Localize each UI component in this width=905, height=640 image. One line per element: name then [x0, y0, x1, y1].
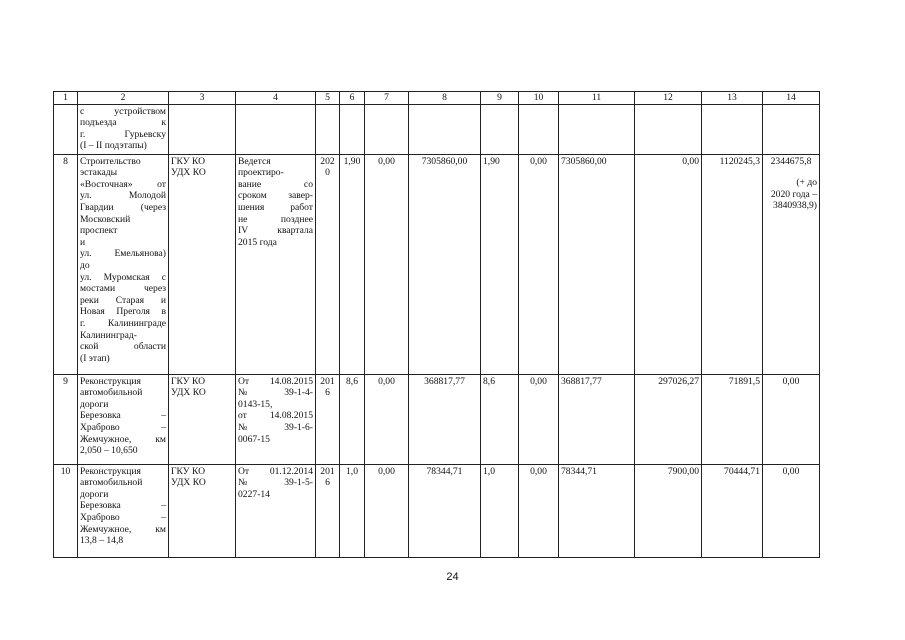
- customer-line: ГКУ КО: [171, 155, 206, 167]
- value-14-note-line: 3840938,9): [773, 200, 817, 212]
- header-cell: 11: [559, 92, 635, 105]
- object-name-line: (I – II подэтапы): [80, 140, 147, 152]
- object-name-line: Московский: [80, 213, 131, 225]
- customer-cell: [169, 104, 236, 154]
- data-table: [53, 91, 820, 558]
- value-13-cell: [702, 374, 763, 464]
- permit-info-cell: [236, 104, 316, 154]
- header-cell: 3: [169, 92, 236, 105]
- value-9-text: 1,0: [483, 465, 495, 477]
- length-km-cell: [340, 104, 365, 154]
- object-name-cell: [78, 374, 169, 464]
- length-km-cell: [340, 464, 365, 557]
- completion-year-cell: [316, 104, 340, 154]
- value-14-cell: [763, 104, 820, 154]
- customer-cell: [169, 374, 236, 464]
- object-name-line: автомобильной: [80, 477, 143, 489]
- object-name-line: реки Старая и: [80, 294, 166, 306]
- value-11-cell: [559, 154, 635, 374]
- header-cell: 1: [54, 92, 78, 105]
- object-name-line: (I этап): [80, 352, 110, 364]
- header-cell: 14: [763, 92, 820, 105]
- permit-info-line: вание со: [238, 178, 313, 190]
- value-7-cell: [365, 464, 409, 557]
- object-name-line: проспект: [80, 225, 118, 237]
- permit-info-line: IV квартала: [238, 225, 313, 237]
- permit-info-line: От 14.08.2015: [238, 375, 313, 387]
- header-cell: 2: [78, 92, 169, 105]
- value-14-text: 0,00: [782, 465, 800, 477]
- value-7-text: 0,00: [378, 375, 395, 387]
- length-km-text: 8,6: [346, 375, 358, 387]
- object-name-line: 13,8 – 14,8: [80, 535, 124, 547]
- column-number-header-row: [54, 92, 820, 105]
- object-name-line: подъезда к: [80, 117, 166, 129]
- completion-year-cell: [316, 374, 340, 464]
- value-14-note: [765, 177, 817, 212]
- value-10-cell: [519, 464, 559, 557]
- customer-line: УДХ КО: [171, 387, 206, 399]
- permit-info-line: шения работ: [238, 201, 313, 213]
- object-name-line: Жемчужное, км: [80, 523, 166, 535]
- permit-info-line: 0067-15: [238, 433, 270, 445]
- value-7-cell: [365, 374, 409, 464]
- value-14-note-line: (+ до: [796, 177, 817, 189]
- row-number-text: 9: [63, 375, 68, 387]
- value-8-cell: [409, 374, 481, 464]
- value-12-cell: [635, 374, 702, 464]
- value-13-cell: [702, 464, 763, 557]
- header-cell: 12: [635, 92, 702, 105]
- table-row: [54, 464, 820, 557]
- table-body: [54, 104, 820, 557]
- value-14-text: 2344675,8: [770, 155, 812, 167]
- object-name-line: Калининград-: [80, 329, 138, 341]
- permit-info-line: 0227-14: [238, 488, 270, 500]
- value-13-cell: [702, 104, 763, 154]
- object-name-line: мостами через: [80, 283, 166, 295]
- value-11-text: 78344,71: [561, 465, 597, 477]
- object-name-line: Реконструкция: [80, 465, 141, 477]
- row-number-cell: [54, 374, 78, 464]
- value-7-text: 0,00: [378, 465, 395, 477]
- object-name-line: и: [80, 236, 86, 248]
- object-name-line: до: [80, 259, 90, 271]
- object-name-line: ул. Молодой: [80, 190, 166, 202]
- value-9-cell: [481, 154, 519, 374]
- object-name-line: 2,050 – 10,650: [80, 445, 138, 457]
- header-cell: 13: [702, 92, 763, 105]
- value-7-cell: [365, 104, 409, 154]
- value-8-cell: [409, 104, 481, 154]
- permit-info-line: не позднее: [238, 213, 313, 225]
- row-number-cell: [54, 154, 78, 374]
- value-10-cell: [519, 104, 559, 154]
- value-13-text: 70444,71: [724, 465, 760, 477]
- length-km-text: 1,90: [343, 155, 361, 167]
- value-9-text: 8,6: [483, 375, 495, 387]
- table-row: [54, 374, 820, 464]
- customer-line: ГКУ КО: [171, 375, 206, 387]
- value-10-text: 0,00: [530, 375, 547, 387]
- object-name-line: Храброво –: [80, 511, 166, 523]
- object-name-line: ул. Муромская с: [80, 271, 166, 283]
- object-name-line: Жемчужное, км: [80, 433, 166, 445]
- permit-info-line: № 39-1-5-: [238, 477, 313, 489]
- object-name-line: Березовка –: [80, 500, 166, 512]
- object-name-line: эстакады: [80, 167, 118, 179]
- header-cell: 6: [340, 92, 365, 105]
- permit-info-line: 0143-15,: [238, 398, 273, 410]
- customer-cell: [169, 464, 236, 557]
- object-name-cell: [78, 104, 169, 154]
- permit-info-line: Ведется: [238, 155, 271, 167]
- value-12-cell: [635, 154, 702, 374]
- object-name-line: автомобильной: [80, 387, 143, 399]
- permit-info-line: От 01.12.2014: [238, 465, 313, 477]
- header-cell: 8: [409, 92, 481, 105]
- permit-info-cell: [236, 464, 316, 557]
- length-km-text: 1,0: [346, 465, 358, 477]
- value-12-text: 0,00: [682, 155, 699, 167]
- value-14-text: 0,00: [782, 375, 800, 387]
- completion-year-cell: [316, 154, 340, 374]
- completion-year-text: 2016: [320, 465, 335, 489]
- value-14-cell: [763, 154, 820, 374]
- value-12-cell: [635, 464, 702, 557]
- permit-info-line: 2015 года: [238, 236, 277, 248]
- permit-info-line: сроком завер-: [238, 190, 313, 202]
- value-10-cell: [519, 374, 559, 464]
- value-8-cell: [409, 154, 481, 374]
- value-12-cell: [635, 104, 702, 154]
- value-11-cell: [559, 374, 635, 464]
- value-10-text: 0,00: [530, 155, 547, 167]
- header-cell: 7: [365, 92, 409, 105]
- object-name-line: Храброво –: [80, 421, 166, 433]
- row-number-cell: [54, 464, 78, 557]
- row-number-cell: [54, 104, 78, 154]
- object-name-line: с устройством: [80, 105, 166, 117]
- value-7-text: 0,00: [378, 155, 395, 167]
- object-name-line: Новая Преголя в: [80, 306, 166, 318]
- value-9-cell: [481, 374, 519, 464]
- value-9-text: 1,90: [483, 155, 500, 167]
- permit-info-line: от 14.08.2015: [238, 410, 313, 422]
- object-name-cell: [78, 154, 169, 374]
- value-8-text: 7305860,00: [421, 155, 468, 167]
- header-cell: 10: [519, 92, 559, 105]
- value-13-text: 71891,5: [728, 375, 760, 387]
- value-10-text: 0,00: [530, 465, 547, 477]
- value-14-cell: [763, 464, 820, 557]
- value-13-cell: [702, 154, 763, 374]
- value-8-text: 368817,77: [424, 375, 465, 387]
- completion-year-cell: [316, 464, 340, 557]
- header-cell: 4: [236, 92, 316, 105]
- permit-info-line: № 39-1-6-: [238, 421, 313, 433]
- value-11-cell: [559, 104, 635, 154]
- object-name-line: Гвардии (через: [80, 201, 166, 213]
- object-name-cell: [78, 464, 169, 557]
- row-number-text: 8: [63, 155, 68, 167]
- length-km-cell: [340, 154, 365, 374]
- value-12-text: 297026,27: [658, 375, 699, 387]
- value-8-text: 78344,71: [426, 465, 463, 477]
- customer-cell: [169, 154, 236, 374]
- object-name-line: ской области: [80, 341, 166, 353]
- header-cell: 9: [481, 92, 519, 105]
- object-name-line: Березовка –: [80, 410, 166, 422]
- customer-line: УДХ КО: [171, 477, 206, 489]
- permit-info-cell: [236, 374, 316, 464]
- value-7-cell: [365, 154, 409, 374]
- header-cell: 5: [316, 92, 340, 105]
- table-row: [54, 154, 820, 374]
- object-name-line: дороги: [80, 398, 109, 410]
- value-14-cell: [763, 374, 820, 464]
- row-number-text: 10: [60, 465, 71, 477]
- value-9-cell: [481, 104, 519, 154]
- completion-year-text: 2020: [320, 155, 335, 179]
- permit-info-cell: [236, 154, 316, 374]
- completion-year-text: 2016: [320, 375, 335, 399]
- object-name-line: г. Гурьевску: [80, 128, 166, 140]
- object-name-line: «Восточная» от: [80, 178, 166, 190]
- value-12-text: 7900,00: [667, 465, 699, 477]
- value-14-note-line: 2020 года –: [770, 188, 817, 200]
- customer-line: УДХ КО: [171, 167, 206, 179]
- object-name-line: ул. Емельянова): [80, 248, 166, 260]
- value-11-cell: [559, 464, 635, 557]
- object-name-line: Реконструкция: [80, 375, 141, 387]
- table-row: [54, 104, 820, 154]
- value-8-cell: [409, 464, 481, 557]
- object-name-line: дороги: [80, 488, 109, 500]
- object-name-line: Строительство: [80, 155, 141, 167]
- value-10-cell: [519, 154, 559, 374]
- permit-info-line: проектиро-: [238, 167, 284, 179]
- value-11-text: 368817,77: [561, 375, 602, 387]
- object-name-line: г. Калининграде: [80, 317, 166, 329]
- permit-info-line: № 39-1-4-: [238, 387, 313, 399]
- length-km-cell: [340, 374, 365, 464]
- value-9-cell: [481, 464, 519, 557]
- value-11-text: 7305860,00: [561, 155, 607, 167]
- page-number: 24: [446, 571, 459, 583]
- value-13-text: 1120245,3: [719, 155, 760, 167]
- customer-line: ГКУ КО: [171, 465, 206, 477]
